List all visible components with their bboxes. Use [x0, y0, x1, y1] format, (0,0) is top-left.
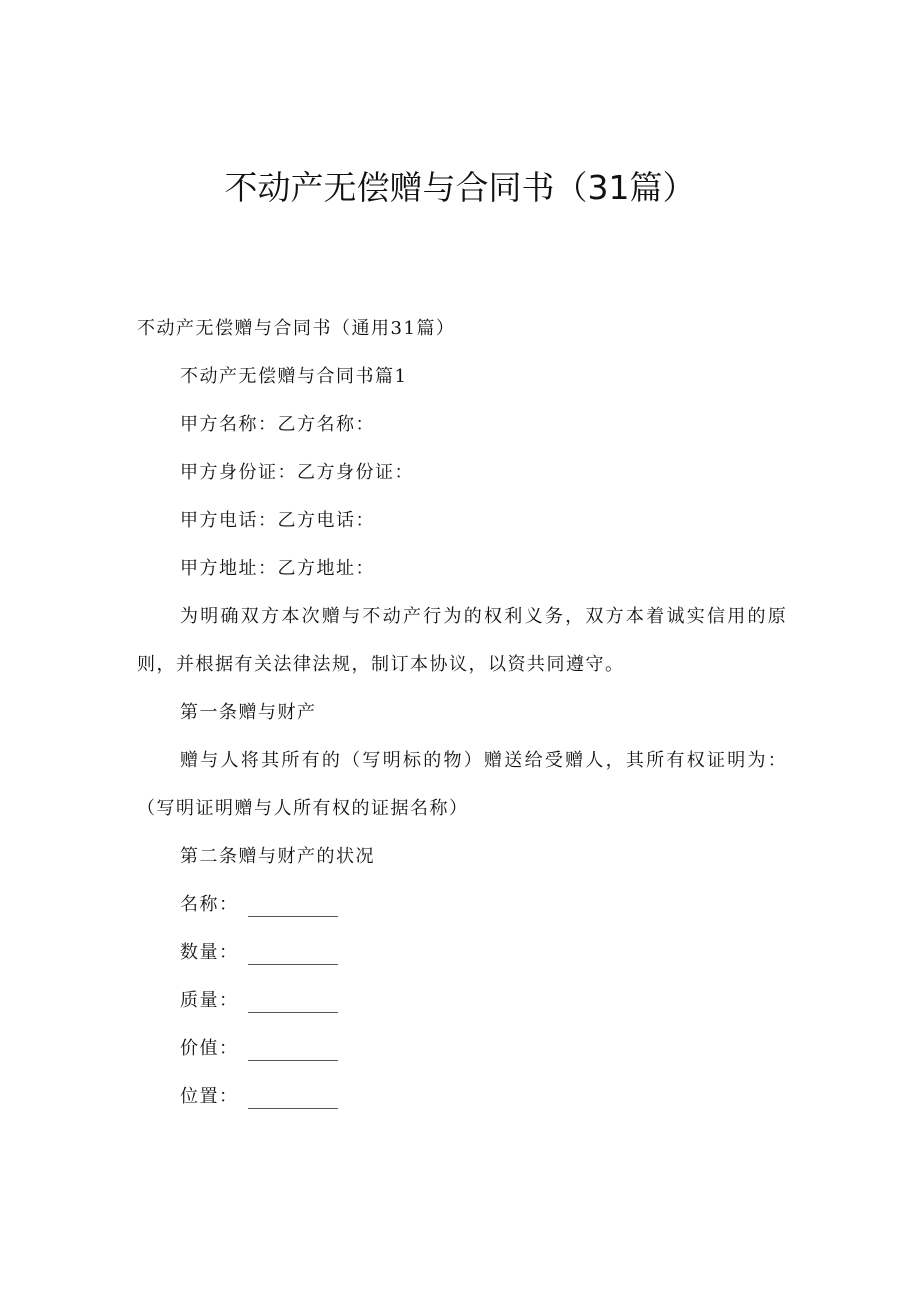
party-names-line: 甲方名称：乙方名称： [180, 414, 375, 435]
section-heading: 不动产无偿赠与合同书篇1 [180, 366, 408, 387]
article-1-heading: 第一条赠与财产 [180, 702, 317, 723]
field-value-label: 价值： [180, 1038, 239, 1059]
field-quantity-blank [248, 948, 338, 965]
field-name-row [180, 893, 338, 917]
field-name-blank [248, 900, 338, 917]
field-quantity-label: 数量： [180, 942, 239, 963]
field-quality-label: 质量： [180, 990, 239, 1011]
article-2-heading: 第二条赠与财产的状况 [180, 846, 375, 867]
preamble-line-2: 则，并根据有关法律法规，制订本协议，以资共同遵守。 [137, 654, 625, 675]
party-id-line: 甲方身份证：乙方身份证： [180, 462, 414, 483]
article-1-line-1: 赠与人将其所有的（写明标的物）赠送给受赠人，其所有权证明为： [180, 750, 787, 771]
party-address-line: 甲方地址：乙方地址： [180, 558, 375, 579]
field-location-blank [248, 1092, 338, 1109]
field-quality-blank [248, 996, 338, 1013]
document-subtitle: 不动产无偿赠与合同书（通用31篇） [137, 318, 456, 339]
field-value-blank [248, 1044, 338, 1061]
field-value-row [180, 1037, 338, 1061]
field-location-row [180, 1085, 338, 1109]
party-phone-line: 甲方电话：乙方电话： [180, 510, 375, 531]
field-name-label: 名称： [180, 894, 239, 915]
preamble-line-1: 为明确双方本次赠与不动产行为的权利义务，双方本着诚实信用的原 [180, 606, 787, 627]
article-1-line-2: （写明证明赠与人所有权的证据名称） [137, 798, 469, 819]
field-location-label: 位置： [180, 1086, 239, 1107]
field-quality-row [180, 989, 338, 1013]
field-quantity-row [180, 941, 338, 965]
document-title: 不动产无偿赠与合同书（31篇） [224, 168, 696, 207]
